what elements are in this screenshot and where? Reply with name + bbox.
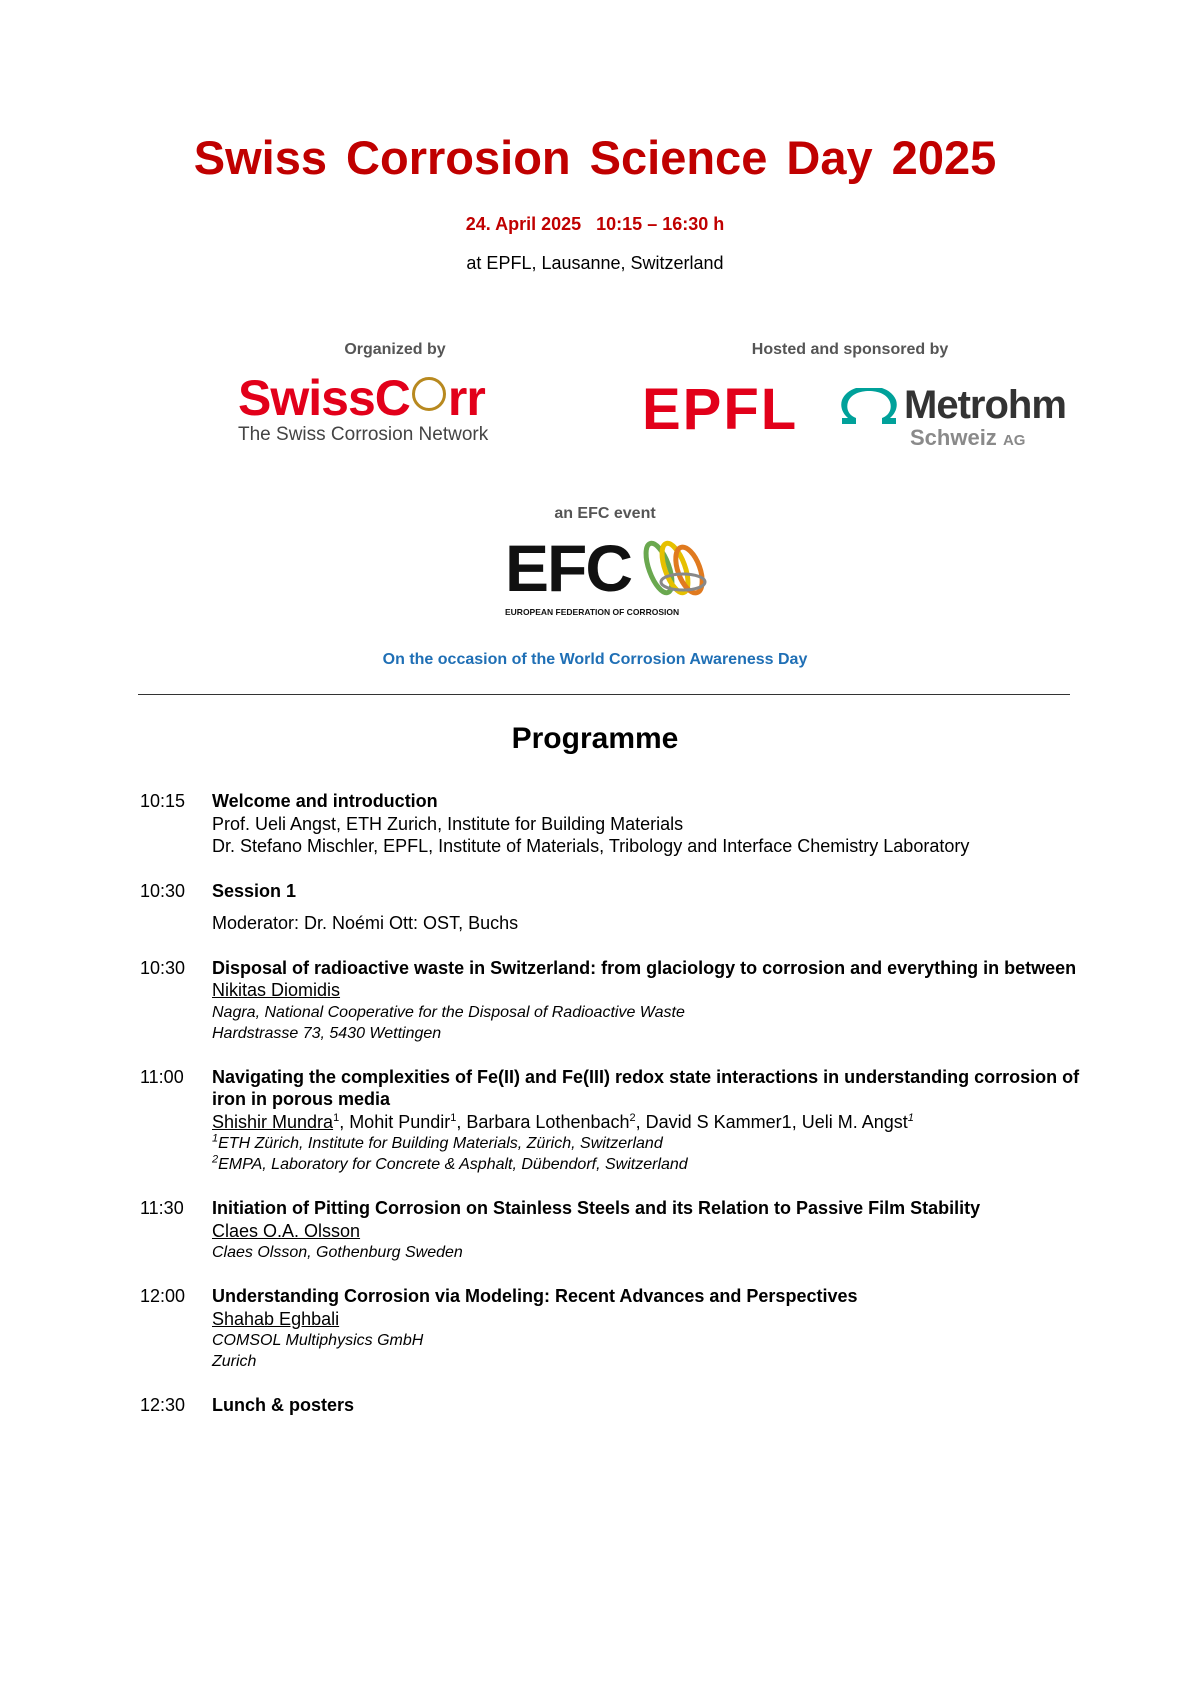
page-title: Swiss Corrosion Science Day 2025 xyxy=(193,131,997,184)
swisscorr-tagline: The Swiss Corrosion Network xyxy=(238,424,489,445)
item-speaker: Shahab Eghbali xyxy=(212,1308,340,1329)
metrohm-logo xyxy=(838,382,1068,462)
item-title: Disposal of radioactive waste in Switzerland: from glaciology to corrosion and everything in between xyxy=(212,957,1077,978)
epfl-logo xyxy=(642,377,812,442)
item-author: , David S Kammer1, Ueli M. Angst xyxy=(635,1111,908,1132)
item-title: Initiation of Pitting Corrosion on Stainless Steels and its Relation to Passive Film Stability xyxy=(212,1198,981,1218)
item-time: 12:00 xyxy=(140,1286,186,1306)
item-title: Understanding Corrosion via Modeling: Recent Advances and Perspectives xyxy=(212,1286,858,1306)
item-time: 11:30 xyxy=(140,1198,184,1218)
programme-heading: Programme xyxy=(511,722,679,755)
efc-logo-name: EUROPEAN FEDERATION OF CORROSION xyxy=(505,607,680,617)
programme-item xyxy=(140,1285,1080,1372)
swisscorr-logo xyxy=(238,372,538,452)
organized-by-label: Organized by xyxy=(344,341,446,358)
hosted-by-label: Hosted and sponsored by xyxy=(751,341,949,358)
item-speaker: Claes O.A. Olsson xyxy=(212,1220,361,1241)
programme-item xyxy=(140,880,1080,935)
item-moderator: Moderator: Dr. Noémi Ott: OST, Buchs xyxy=(212,913,519,933)
item-affiliation: Hardstrasse 73, 5430 Wettingen xyxy=(212,1024,442,1042)
author-sup: 1 xyxy=(450,1111,457,1124)
aff-text: EMPA, Laboratory for Concrete & Asphalt, Dübendorf, Switzerland xyxy=(218,1156,688,1173)
item-line: Dr. Stefano Mischler, EPFL, Institute of Materials, Tribology and Interface Chemistry Laboratory xyxy=(212,836,970,856)
metrohm-omega-icon xyxy=(838,388,900,428)
item-authors xyxy=(212,1111,1080,1134)
item-speaker: Nikitas Diomidis xyxy=(212,980,341,1000)
metrohm-name: Metrohm xyxy=(904,383,1066,427)
programme-item xyxy=(140,957,1080,1044)
efc-logo xyxy=(505,531,715,620)
epfl-logo-text: EPFL xyxy=(642,377,799,442)
programme-item xyxy=(140,1197,1080,1263)
item-affiliation: Zurich xyxy=(212,1353,257,1370)
item-time: 11:00 xyxy=(140,1066,184,1087)
item-affiliation: COMSOL Multiphysics GmbH xyxy=(212,1332,424,1349)
aff-text: ETH Zürich, Institute for Building Materials, Zürich, Switzerland xyxy=(218,1135,663,1152)
item-speaker: Shishir Mundra xyxy=(212,1111,334,1132)
swisscorr-star-icon xyxy=(412,377,446,411)
programme-list xyxy=(140,790,1080,1439)
item-title: Welcome and introduction xyxy=(212,791,438,811)
event-date: 24. April 2025 10:15 – 16:30 h xyxy=(465,214,725,234)
event-venue: at EPFL, Lausanne, Switzerland xyxy=(466,253,724,273)
item-time: 10:30 xyxy=(140,880,186,901)
author-sup: 1 xyxy=(907,1111,914,1124)
efc-event-label: an EFC event xyxy=(554,505,656,522)
item-affiliation: Claes Olsson, Gothenburg Sweden xyxy=(212,1244,463,1261)
item-title: Navigating the complexities of Fe(II) and Fe(III) redox state interactions in understanding corrosion of iron in porous media xyxy=(212,1066,1080,1109)
item-title: Session 1 xyxy=(212,880,297,901)
programme-item xyxy=(140,790,1080,858)
item-affiliation: Nagra, National Cooperative for the Disposal of Radioactive Waste xyxy=(212,1003,685,1021)
item-title: Lunch & posters xyxy=(212,1395,355,1415)
occasion-text: On the occasion of the World Corrosion Awareness Day xyxy=(382,651,808,668)
efc-logo-letters: EFC xyxy=(505,531,631,605)
author-sup: 1 xyxy=(333,1111,340,1124)
item-author: , Mohit Pundir xyxy=(339,1111,451,1132)
item-affiliation xyxy=(212,1154,1080,1175)
section-divider xyxy=(138,694,1070,695)
item-time: 10:15 xyxy=(140,791,186,811)
aff-sup: 2 xyxy=(212,1153,219,1166)
metrohm-sub-ag: AG xyxy=(1002,432,1026,449)
efc-rings-icon xyxy=(633,536,711,598)
aff-sup: 1 xyxy=(212,1132,219,1145)
swisscorr-logo-word-b: rr xyxy=(447,370,485,426)
programme-item xyxy=(140,1394,1080,1417)
item-line: Prof. Ueli Angst, ETH Zurich, Institute for Building Materials xyxy=(212,813,684,834)
programme-item xyxy=(140,1066,1080,1176)
swisscorr-logo-word-a: SwissC xyxy=(238,370,410,426)
item-author: , Barbara Lothenbach xyxy=(456,1111,630,1132)
metrohm-sub: Schweiz xyxy=(910,425,997,450)
author-sup: 2 xyxy=(629,1111,636,1124)
item-time: 12:30 xyxy=(140,1395,186,1415)
item-affiliation xyxy=(212,1133,1080,1154)
item-time: 10:30 xyxy=(140,957,186,978)
